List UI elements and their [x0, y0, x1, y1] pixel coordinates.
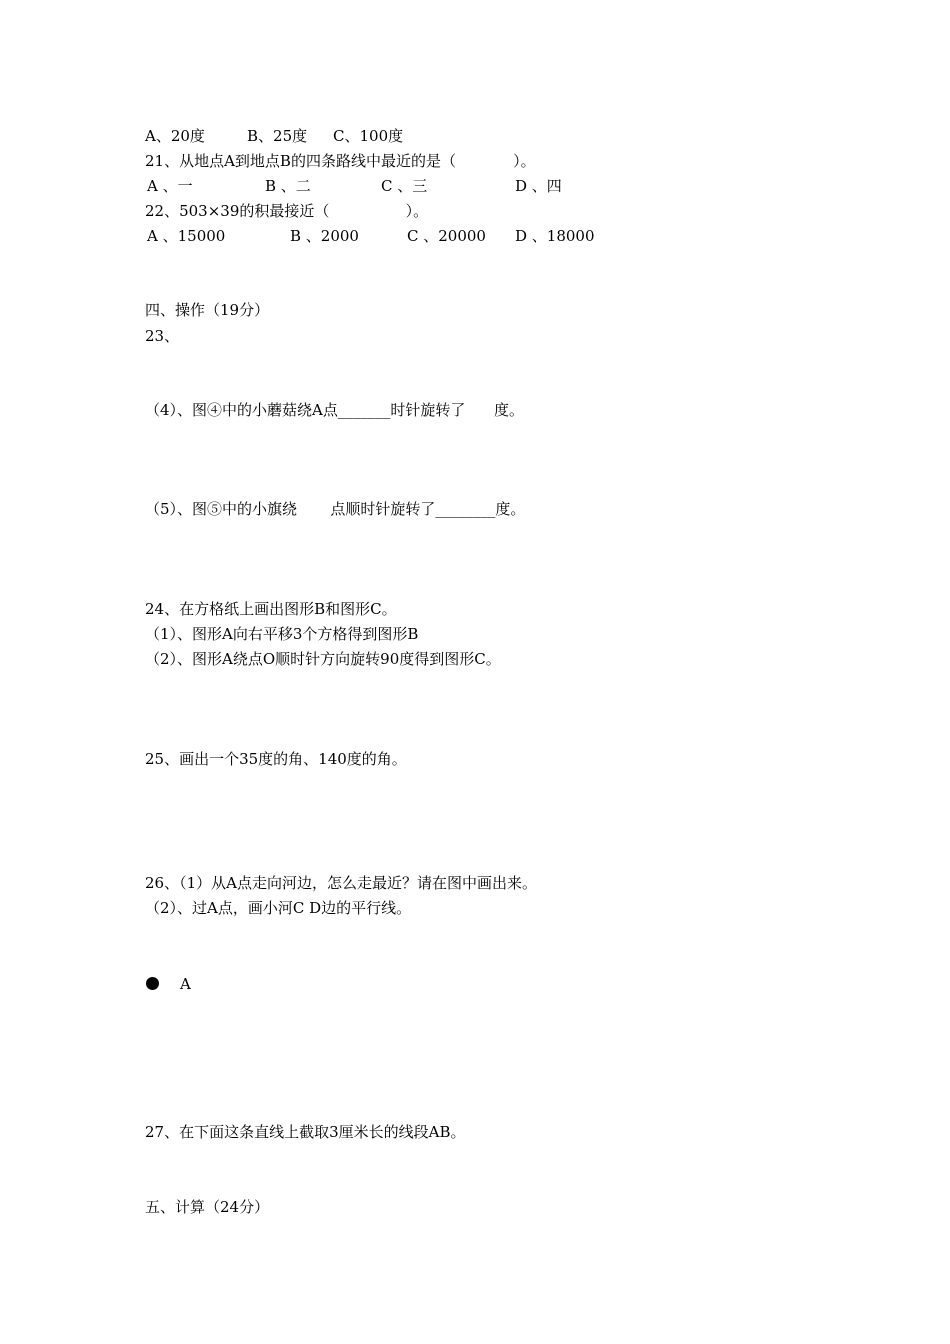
q22-stem: 22、503×39的积最接近（ ）。 — [145, 202, 429, 220]
q26-part1: 26、（1）从A点走向河边，怎么走最近？请在图中画出来。 — [145, 874, 537, 892]
q22-option-c: C 、20000 — [407, 227, 486, 245]
q22-option-d: D 、18000 — [515, 227, 595, 245]
q25-stem: 25、画出一个35度的角、140度的角。 — [145, 750, 407, 768]
point-a-label: A — [180, 975, 191, 993]
q21-option-d: D 、四 — [515, 177, 562, 195]
q23-part4: （4）、图④中的小蘑菇绕A点_______时针旋转了 度。 — [145, 401, 524, 419]
q21-option-c: C 、三 — [381, 177, 428, 195]
q20-option-c: C、100度 — [333, 127, 404, 145]
q20-option-b: B、25度 — [247, 127, 308, 145]
q22-option-a: A 、15000 — [147, 227, 226, 245]
q21-option-b: B 、二 — [265, 177, 311, 195]
q21-stem: 21、从地点A到地点B的四条路线中最近的是（ ）。 — [145, 152, 536, 170]
section4-title: 四、操作（19分） — [145, 301, 270, 319]
q21-option-a: A 、一 — [147, 177, 193, 195]
q20-option-a: A、20度 — [145, 127, 205, 145]
q24-stem: 24、在方格纸上画出图形B和图形C。 — [145, 600, 397, 618]
q24-part2: （2）、图形A绕点O顺时针方向旋转90度得到图形C。 — [145, 650, 501, 668]
q26-part2: （2）、过A点，画小河C D边的平行线。 — [145, 899, 412, 917]
section5-title: 五、计算（24分） — [145, 1198, 270, 1216]
q27-stem: 27、在下面这条直线上截取3厘米长的线段AB。 — [145, 1123, 466, 1141]
q22-option-b: B 、2000 — [290, 227, 359, 245]
q24-part1: （1）、图形A向右平移3个方格得到图形B — [145, 625, 419, 643]
point-a-dot — [146, 977, 159, 990]
q23-part5: （5）、图⑤中的小旗绕 点顺时针旋转了________度。 — [145, 500, 526, 518]
q23-label: 23、 — [145, 327, 180, 345]
